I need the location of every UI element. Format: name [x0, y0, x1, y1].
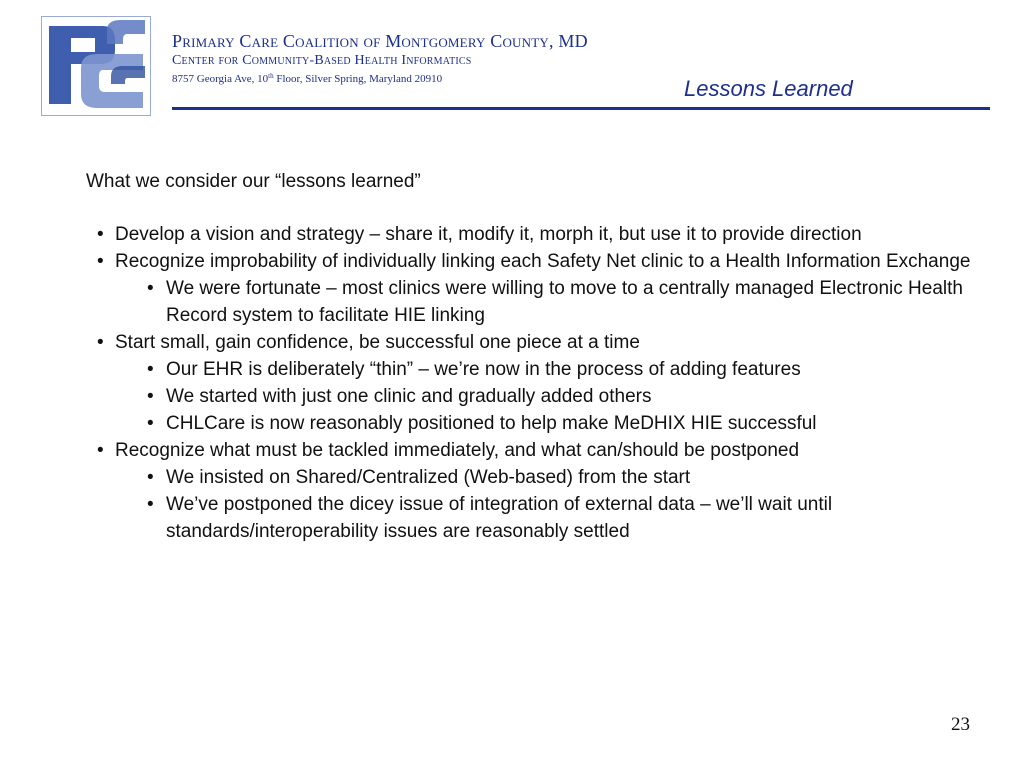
bullet-icon: • — [147, 386, 154, 407]
header-divider — [172, 107, 990, 110]
bullet-text: Recognize improbability of individually linking each Safety Net clinic to a Health Information Exchange — [115, 251, 971, 272]
bullet-text: Start small, gain confidence, be successful one piece at a time — [115, 332, 640, 353]
bullet-icon: • — [147, 494, 154, 515]
sub-bullet-item — [86, 410, 986, 437]
bullet-text: We’ve postponed the dicey issue of integration of external data – we’ll wait until standards/interoperability issues are reasonably settled — [166, 494, 833, 542]
bullet-icon: • — [97, 332, 104, 353]
bullet-item — [86, 248, 986, 275]
bullet-text: Develop a vision and strategy – share it, modify it, morph it, but use it to provide direction — [115, 224, 862, 245]
bullet-icon: • — [147, 359, 154, 380]
org-center: Center for Community-Based Health Informatics — [172, 53, 472, 68]
slide-content — [86, 168, 986, 545]
sub-bullet-item — [86, 464, 986, 491]
bullet-icon: • — [147, 413, 154, 434]
bullet-item — [86, 221, 986, 248]
sub-bullet-item — [86, 356, 986, 383]
bullet-text: We insisted on Shared/Centralized (Web-based) from the start — [166, 467, 691, 488]
page-number: 23 — [951, 714, 970, 735]
address-superscript: th — [268, 72, 274, 80]
address-part: 8757 Georgia Ave, 10 — [172, 73, 269, 85]
sub-bullet-item — [86, 491, 986, 545]
bullet-text: Our EHR is deliberately “thin” – we’re now in the process of adding features — [166, 359, 801, 380]
bullet-item — [86, 437, 986, 464]
org-header — [172, 30, 588, 87]
pcc-logo — [41, 16, 151, 116]
slide-title: Lessons Learned — [684, 76, 853, 101]
bullet-icon: • — [147, 278, 154, 299]
bullet-text: CHLCare is now reasonably positioned to help make MeDHIX HIE successful — [166, 413, 817, 434]
bullet-icon: • — [97, 440, 104, 461]
bullet-icon: • — [97, 224, 104, 245]
bullet-list — [86, 221, 986, 545]
org-address — [172, 69, 588, 87]
intro-text: What we consider our “lessons learned” — [86, 171, 421, 192]
org-name: Primary Care Coalition of Montgomery County, MD — [172, 31, 588, 51]
sub-bullet-item — [86, 383, 986, 410]
bullet-icon: • — [97, 251, 104, 272]
bullet-text: Recognize what must be tackled immediately, and what can/should be postponed — [115, 440, 800, 461]
bullet-text: We were fortunate – most clinics were willing to move to a centrally managed Electronic Health Record system to facilitate HIE linking — [166, 278, 963, 326]
address-part: Floor, Silver Spring, Maryland 20910 — [273, 73, 443, 85]
bullet-icon: • — [147, 467, 154, 488]
sub-bullet-item — [86, 275, 986, 329]
bullet-text: We started with just one clinic and gradually added others — [166, 386, 652, 407]
bullet-item — [86, 329, 986, 356]
